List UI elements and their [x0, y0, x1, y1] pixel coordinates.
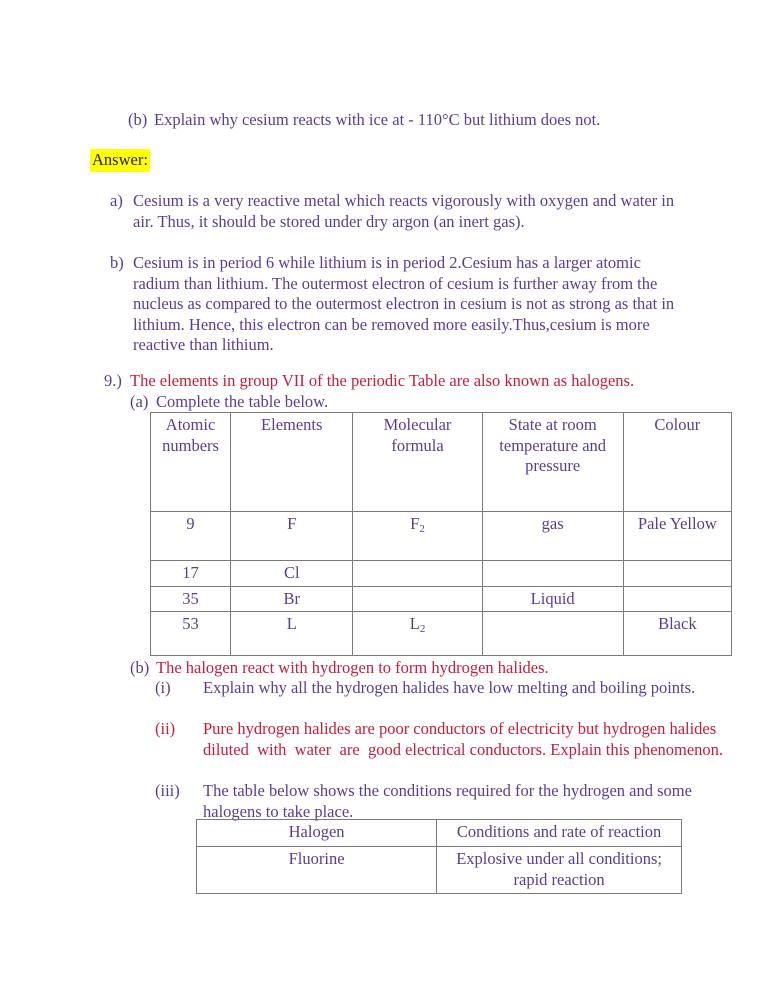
header-halogen: Halogen: [197, 820, 437, 847]
cell-halogen: Fluorine: [197, 847, 437, 894]
answer-a-marker: a): [110, 191, 123, 210]
question-8b-text: Explain why cesium reacts with ice at - 110°C but lithium does not.: [154, 110, 601, 129]
question-9-number: 9.): [104, 371, 122, 390]
subpart-ii-numeral: (ii): [155, 719, 176, 738]
table-row: [151, 612, 732, 656]
cell-formula: [353, 586, 482, 612]
cell-state: Liquid: [482, 586, 623, 612]
answer-item-b: [110, 253, 690, 356]
question-8b: [128, 110, 728, 131]
question-9-stem-text: The elements in group VII of the periodic Table are also known as halogens.: [130, 371, 635, 390]
table-row: [151, 512, 732, 561]
table-row: [197, 847, 682, 894]
table-row: [151, 561, 732, 587]
cell-state: gas: [482, 512, 623, 561]
header-conditions: Conditions and rate of reaction: [437, 820, 682, 847]
question-9-stem: [104, 371, 724, 392]
header-state: State at room temperature and pressure: [482, 413, 623, 512]
answer-label: Answer:: [90, 149, 150, 172]
question-9b-marker: (b): [130, 658, 150, 677]
question-9b-subpart-iii: [155, 781, 735, 822]
question-9a-text: Complete the table below.: [156, 392, 329, 411]
question-9b-text: The halogen react with hydrogen to form hydrogen halides.: [156, 658, 549, 677]
cell-atomic-number: 17: [151, 561, 231, 587]
subpart-ii-text: Pure hydrogen halides are poor conductors of electricity but hydrogen halides diluted with water are good electrical conductors. Explain this phenomenon.: [203, 719, 724, 759]
subpart-iii-numeral: (iii): [155, 781, 180, 800]
subpart-i-text: Explain why all the hydrogen halides have low melting and boiling points.: [203, 678, 696, 697]
header-atomic-numbers: Atomic numbers: [151, 413, 231, 512]
cell-colour: Black: [623, 612, 731, 656]
question-9b-subpart-i: [155, 678, 735, 699]
cell-atomic-number: 9: [151, 512, 231, 561]
cell-state: [482, 612, 623, 656]
question-8b-marker: (b): [128, 110, 148, 129]
subpart-iii-text: The table below shows the conditions required for the hydrogen and some halogens to take place.: [203, 781, 692, 821]
cell-element: F: [231, 512, 353, 561]
cell-formula: [353, 561, 482, 587]
header-colour: Colour: [623, 413, 731, 512]
cell-colour: [623, 586, 731, 612]
cell-formula: [353, 612, 482, 656]
question-9b-subpart-ii: [155, 719, 735, 760]
table-row: [151, 586, 732, 612]
conditions-header-row: [197, 820, 682, 847]
formula-base: L: [409, 614, 420, 633]
cell-atomic-number: 35: [151, 586, 231, 612]
cell-colour: [623, 561, 731, 587]
cell-conditions: Explosive under all conditions; rapid reaction: [437, 847, 682, 894]
subpart-i-numeral: (i): [155, 678, 171, 697]
formula-subscript: 2: [419, 523, 425, 536]
answer-b-marker: b): [110, 253, 124, 272]
answer-item-a: [110, 191, 680, 232]
cell-element: L: [231, 612, 353, 656]
header-molecular-formula: Molecular formula: [353, 413, 482, 512]
question-9b: [130, 658, 730, 679]
cell-element: Br: [231, 586, 353, 612]
cell-atomic-number: 53: [151, 612, 231, 656]
formula-subscript: 2: [419, 623, 426, 636]
cell-formula: [353, 512, 482, 561]
reaction-conditions-table: [196, 819, 682, 894]
answer-b-text: Cesium is in period 6 while lithium is in period 2.Cesium has a larger atomic radium than lithium. The outermost electron of cesium is further away from the nucleus as compared to the outermost electron in cesium is not as strong as that in lithium. Hence, this electron can be removed more easily.Thus,cesium is more reactive than lithium.: [133, 253, 675, 354]
header-elements: Elements: [231, 413, 353, 512]
question-9a-marker: (a): [130, 392, 149, 411]
cell-colour: Pale Yellow: [623, 512, 731, 561]
cell-state: [482, 561, 623, 587]
halogen-properties-table: [150, 412, 732, 656]
table-header-row: [151, 413, 732, 512]
question-9a: [130, 392, 730, 413]
cell-element: Cl: [231, 561, 353, 587]
formula-base: F: [410, 514, 420, 533]
answer-a-text: Cesium is a very reactive metal which reacts vigorously with oxygen and water in air. Thus, it should be stored under dry argon (an inert gas).: [133, 191, 675, 231]
